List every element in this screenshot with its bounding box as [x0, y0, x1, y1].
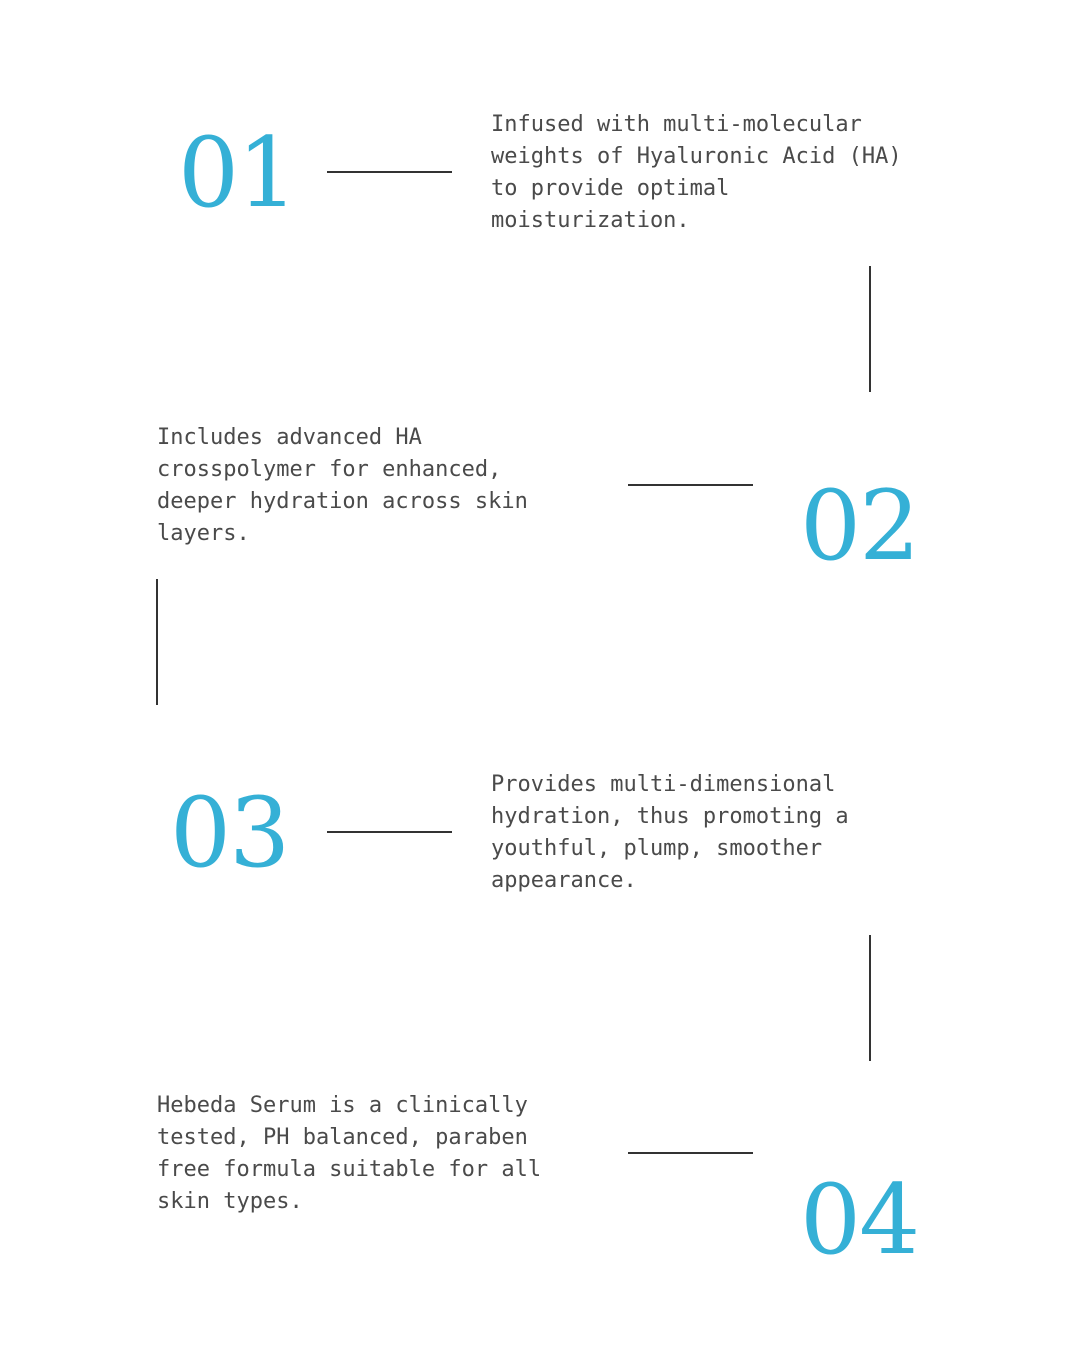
vertical-divider-03	[869, 935, 871, 1061]
connector-line-01	[327, 171, 452, 173]
vertical-divider-01	[869, 266, 871, 392]
step-number-02: 02	[800, 470, 919, 582]
step-number-01: 01	[178, 117, 297, 229]
step-number-04: 04	[800, 1164, 919, 1276]
vertical-divider-02	[156, 579, 158, 705]
step-description-02: Includes advanced HA crosspolymer for enhanced, deeper hydration across skin layers.	[157, 425, 528, 546]
step-description-01: Infused with multi-molecular weights of Hyaluronic Acid (HA) to provide optimal moisturization.	[491, 112, 902, 233]
connector-line-03	[327, 831, 452, 833]
step-description-03: Provides multi-dimensional hydration, thus promoting a youthful, plump, smoother appearance.	[491, 772, 849, 893]
step-description-04: Hebeda Serum is a clinically tested, PH balanced, paraben free formula suitable for all skin types.	[157, 1093, 542, 1214]
connector-line-02	[628, 484, 753, 486]
step-number-03: 03	[170, 777, 289, 889]
connector-line-04	[628, 1152, 753, 1154]
